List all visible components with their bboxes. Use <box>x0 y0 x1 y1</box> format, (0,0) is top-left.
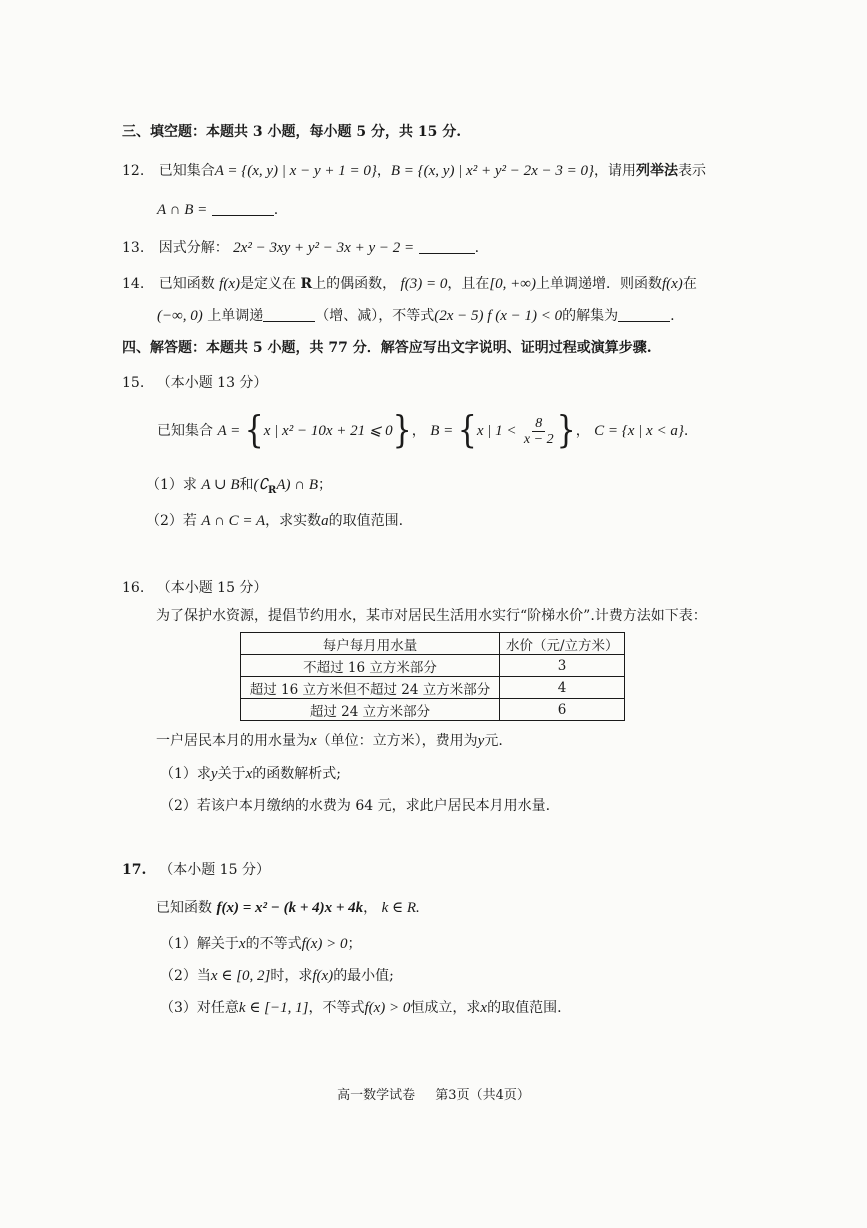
question-17-intro: 已知函数 f(x) = x² − (k + 4)x + 4k， k ∈ R. <box>156 900 420 916</box>
question-number: 16. <box>122 580 145 596</box>
question-number: 14. <box>122 276 145 292</box>
question-16-desc: 一户居民本月的用水量为x（单位：立方米），费用为y元. <box>156 733 503 749</box>
question-15-sets: 已知集合 A = {x | x² − 10x + 21 ⩽ 0}， B = {x | 1 < $\frac{8}{x - 2}$ }， C = {x | x < a}. <box>157 408 689 453</box>
answer-blank[interactable] <box>263 307 315 322</box>
function-expr: f(x) = x² − (k + 4)x + 4k <box>216 900 364 916</box>
table-cell: 超过 24 立方米部分 <box>241 699 500 721</box>
table-cell: 3 <box>500 655 625 677</box>
table-cell: 4 <box>500 677 625 699</box>
question-score: （本小题 15 分） <box>156 580 268 596</box>
section-heading-fill-blank: 三、填空题：本题共 3 小题，每小题 5 分，共 15 分. <box>122 124 462 140</box>
question-13: 13. 因式分解： 2x² − 3xy + y² − 3x + y − 2 = . <box>122 240 480 256</box>
table-header: 水价（元/立方米） <box>500 633 625 655</box>
question-15-part1: （1）求 A ∪ B和$(∁_RA)$ ∩ B； <box>146 477 333 496</box>
question-15-header <box>122 373 267 393</box>
question-number: 12. <box>122 163 145 179</box>
answer-blank[interactable] <box>212 201 274 216</box>
section-heading-solve: 四、解答题：本题共 5 小题，共 77 分．解答应写出文字说明、证明过程或演算步骤. <box>122 340 652 356</box>
table-cell: 不超过 16 立方米部分 <box>241 655 500 677</box>
question-16-part2: （2）若该户本月缴纳的水费为 64 元，求此户居民本月用水量. <box>160 798 551 814</box>
question-17-part2: （2）当x ∈ [0, 2]时，求f(x)的最小值; <box>160 968 394 984</box>
question-score: （本小题 15 分） <box>159 862 270 878</box>
question-14-line1: 14. 已知函数 f(x)是定义在 R上的偶函数， f(3) = 0，且在[0, +∞)上单调递增．则函数f(x)在 <box>122 276 697 292</box>
question-15-part2: （2）若 A ∩ C = A，求实数a的取值范围. <box>146 513 404 529</box>
set-a-body: x | x² − 10x + 21 ⩽ 0 <box>263 423 393 439</box>
answer-blank[interactable] <box>419 239 475 254</box>
page-footer <box>0 1084 867 1103</box>
question-number: 17. <box>122 862 147 878</box>
set-c-expr: C = {x | x < a} <box>594 423 684 439</box>
question-number: 15. <box>122 375 145 391</box>
question-17-part3: （3）对任意k ∈ [−1, 1]，不等式f(x) > 0恒成立，求x的取值范围. <box>160 1000 562 1016</box>
fraction: $\frac{8}{x - 2}$ <box>523 415 554 447</box>
question-14-line2: (−∞, 0) 上单调递 （增、减），不等式(2x − 5) f (x − 1) < 0的解集为 . <box>157 308 675 324</box>
question-12-answer-line: A ∩ B = . <box>157 202 279 218</box>
question-number: 13. <box>122 240 145 256</box>
answer-blank[interactable] <box>618 307 670 322</box>
table-cell: 超过 16 立方米但不超过 24 立方米部分 <box>241 677 500 699</box>
question-17-part1: （1）解关于x的不等式f(x) > 0； <box>160 936 362 952</box>
question-16-header <box>122 578 267 598</box>
factor-expr: 2x² − 3xy + y² − 3x + y − 2 = <box>233 240 415 256</box>
question-16-intro: 为了保护水资源，提倡节约用水，某市对居民生活用水实行“阶梯水价”.计费方法如下表： <box>156 608 707 624</box>
set-b-expr: B = {(x, y) | x² + y² − 2x − 3 = 0} <box>390 163 595 179</box>
page-number: 第3页（共4页） <box>435 1088 530 1103</box>
question-score: （本小题 13 分） <box>156 375 268 391</box>
question-12-line1: 12. 已知集合A = {(x, y) | x − y + 1 = 0}，B = {(x, y) | x² + y² − 2x − 3 = 0}，请用列举法表示 <box>122 163 707 179</box>
table-row <box>241 655 625 677</box>
table-header: 每户每月用水量 <box>241 633 500 655</box>
table-row <box>241 677 625 699</box>
question-16-part1: （1）求y关于x的函数解析式; <box>160 766 341 782</box>
table-row <box>241 699 625 721</box>
table-header-row <box>241 633 625 655</box>
set-a-expr: A = {(x, y) | x − y + 1 = 0} <box>214 163 377 179</box>
table-cell: 6 <box>500 699 625 721</box>
question-17-header <box>122 860 270 880</box>
water-price-table <box>240 632 625 721</box>
footer-title: 高一数学试卷 <box>337 1088 416 1103</box>
emphasis-text: 列举法 <box>636 163 679 179</box>
